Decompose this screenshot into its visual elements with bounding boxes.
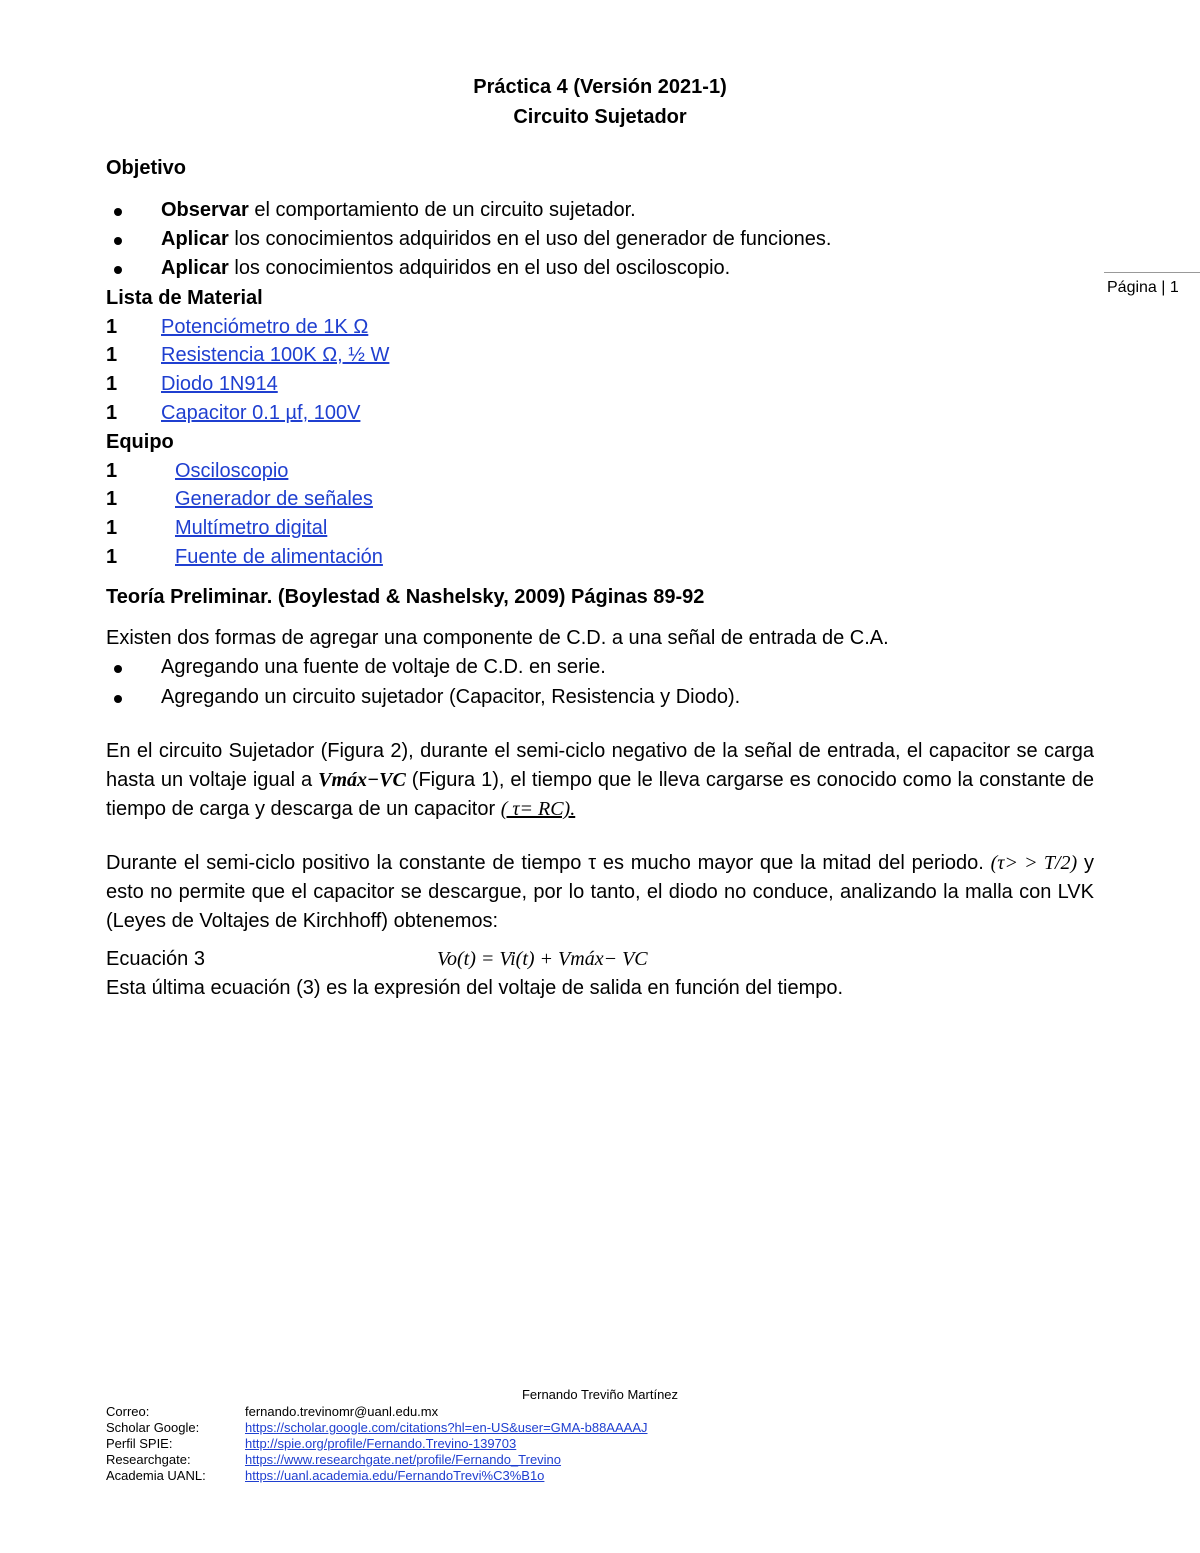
footer-label: Correo: [106,1404,150,1419]
teoria-intro: Existen dos formas de agregar una componente de C.D. a una señal de entrada de C.A. [106,627,889,649]
footer-link[interactable]: https://scholar.google.com/citations?hl=en-US&user=GMA-b88AAAAJ [245,1420,648,1435]
footer-label: Researchgate: [106,1452,191,1467]
equation: Vo(t) = Vi(t) + Vmáx− VC [437,948,648,970]
equipo-link[interactable]: Generador de señales [175,488,373,510]
material-qty: 1 [106,316,118,338]
objetivo-item: Aplicar los conocimientos adquiridos en el uso del osciloscopio. [161,257,731,279]
bullet-icon [114,695,122,703]
footer-author: Fernando Treviño Martínez [521,1387,679,1402]
equipo-link[interactable]: Multímetro digital [175,517,328,539]
footer-label: Academia UANL: [106,1468,206,1483]
material-link[interactable]: Resistencia 100K Ω, ½ W [161,344,390,366]
objetivo-item: Observar el comportamiento de un circuito sujetador. [161,199,636,221]
bullet-icon [114,237,122,245]
page-number: Página | 1 [1107,279,1179,296]
bullet-icon [114,665,122,673]
footer-link[interactable]: http://spie.org/profile/Fernando.Trevino-139703 [245,1436,517,1451]
teoria-bullet: Agregando una fuente de voltaje de C.D. en serie. [161,656,606,678]
equipo-qty: 1 [106,546,118,568]
footer-link[interactable]: https://uanl.academia.edu/FernandoTrevi%C3%B1o [245,1468,545,1483]
objetivo-item: Aplicar los conocimientos adquiridos en el uso del generador de funciones. [161,228,832,250]
equipo-heading: Equipo [106,431,174,453]
footer-label: Perfil SPIE: [106,1436,173,1451]
equation-label: Ecuación 3 [106,948,205,970]
material-link[interactable]: Diodo 1N914 [161,373,278,395]
material-link[interactable]: Potenciómetro de 1K Ω [161,316,369,338]
teoria-heading: Teoría Preliminar. (Boylestad & Nashelsky, 2009) Páginas 89-92 [106,586,705,608]
material-qty: 1 [106,373,118,395]
equipo-qty: 1 [106,460,118,482]
material-qty: 1 [106,344,118,366]
material-qty: 1 [106,402,118,424]
material-heading: Lista de Material [106,287,263,309]
page-number-rule [1104,272,1200,273]
footer-link[interactable]: https://www.researchgate.net/profile/Fernando_Trevino [245,1452,562,1467]
document-subtitle: Circuito Sujetador [513,106,687,128]
equipo-qty: 1 [106,488,118,510]
paragraph-discharge: Durante el semi-ciclo positivo la constante de tiempo τ es mucho mayor que la mitad del periodo. (τ> > T/2) y esto no permite que el capacitor se descargue, por lo tanto, el diodo no conduce, analizando la malla con LVK (Leyes de Voltajes de Kirchhoff) obtenemos: [106,852,1094,932]
material-link[interactable]: Capacitor 0.1 µf, 100V [161,402,361,424]
equipo-link[interactable]: Fuente de alimentación [175,546,383,568]
paragraph-charge: En el circuito Sujetador (Figura 2), durante el semi-ciclo negativo de la señal de entrada, el capacitor se carga hasta un voltaje igual a Vmáx−VC (Figura 1), el tiempo que le lleva cargarse es conocido como la constante de tiempo de carga y descarga de un capacitor ( τ= RC). [106,740,1094,820]
bullet-icon [114,208,122,216]
objetivo-heading: Objetivo [106,157,187,179]
bullet-icon [114,266,122,274]
equipo-qty: 1 [106,517,118,539]
footer-label: Scholar Google: [106,1420,200,1435]
document-title: Práctica 4 (Versión 2021-1) [473,76,727,98]
footer-email: fernando.trevinomr@uanl.edu.mx [245,1404,439,1419]
closing-sentence: Esta última ecuación (3) es la expresión del voltaje de salida en función del tiempo. [106,977,844,999]
teoria-bullet: Agregando un circuito sujetador (Capacitor, Resistencia y Diodo). [161,686,741,708]
equipo-link[interactable]: Osciloscopio [175,460,289,482]
